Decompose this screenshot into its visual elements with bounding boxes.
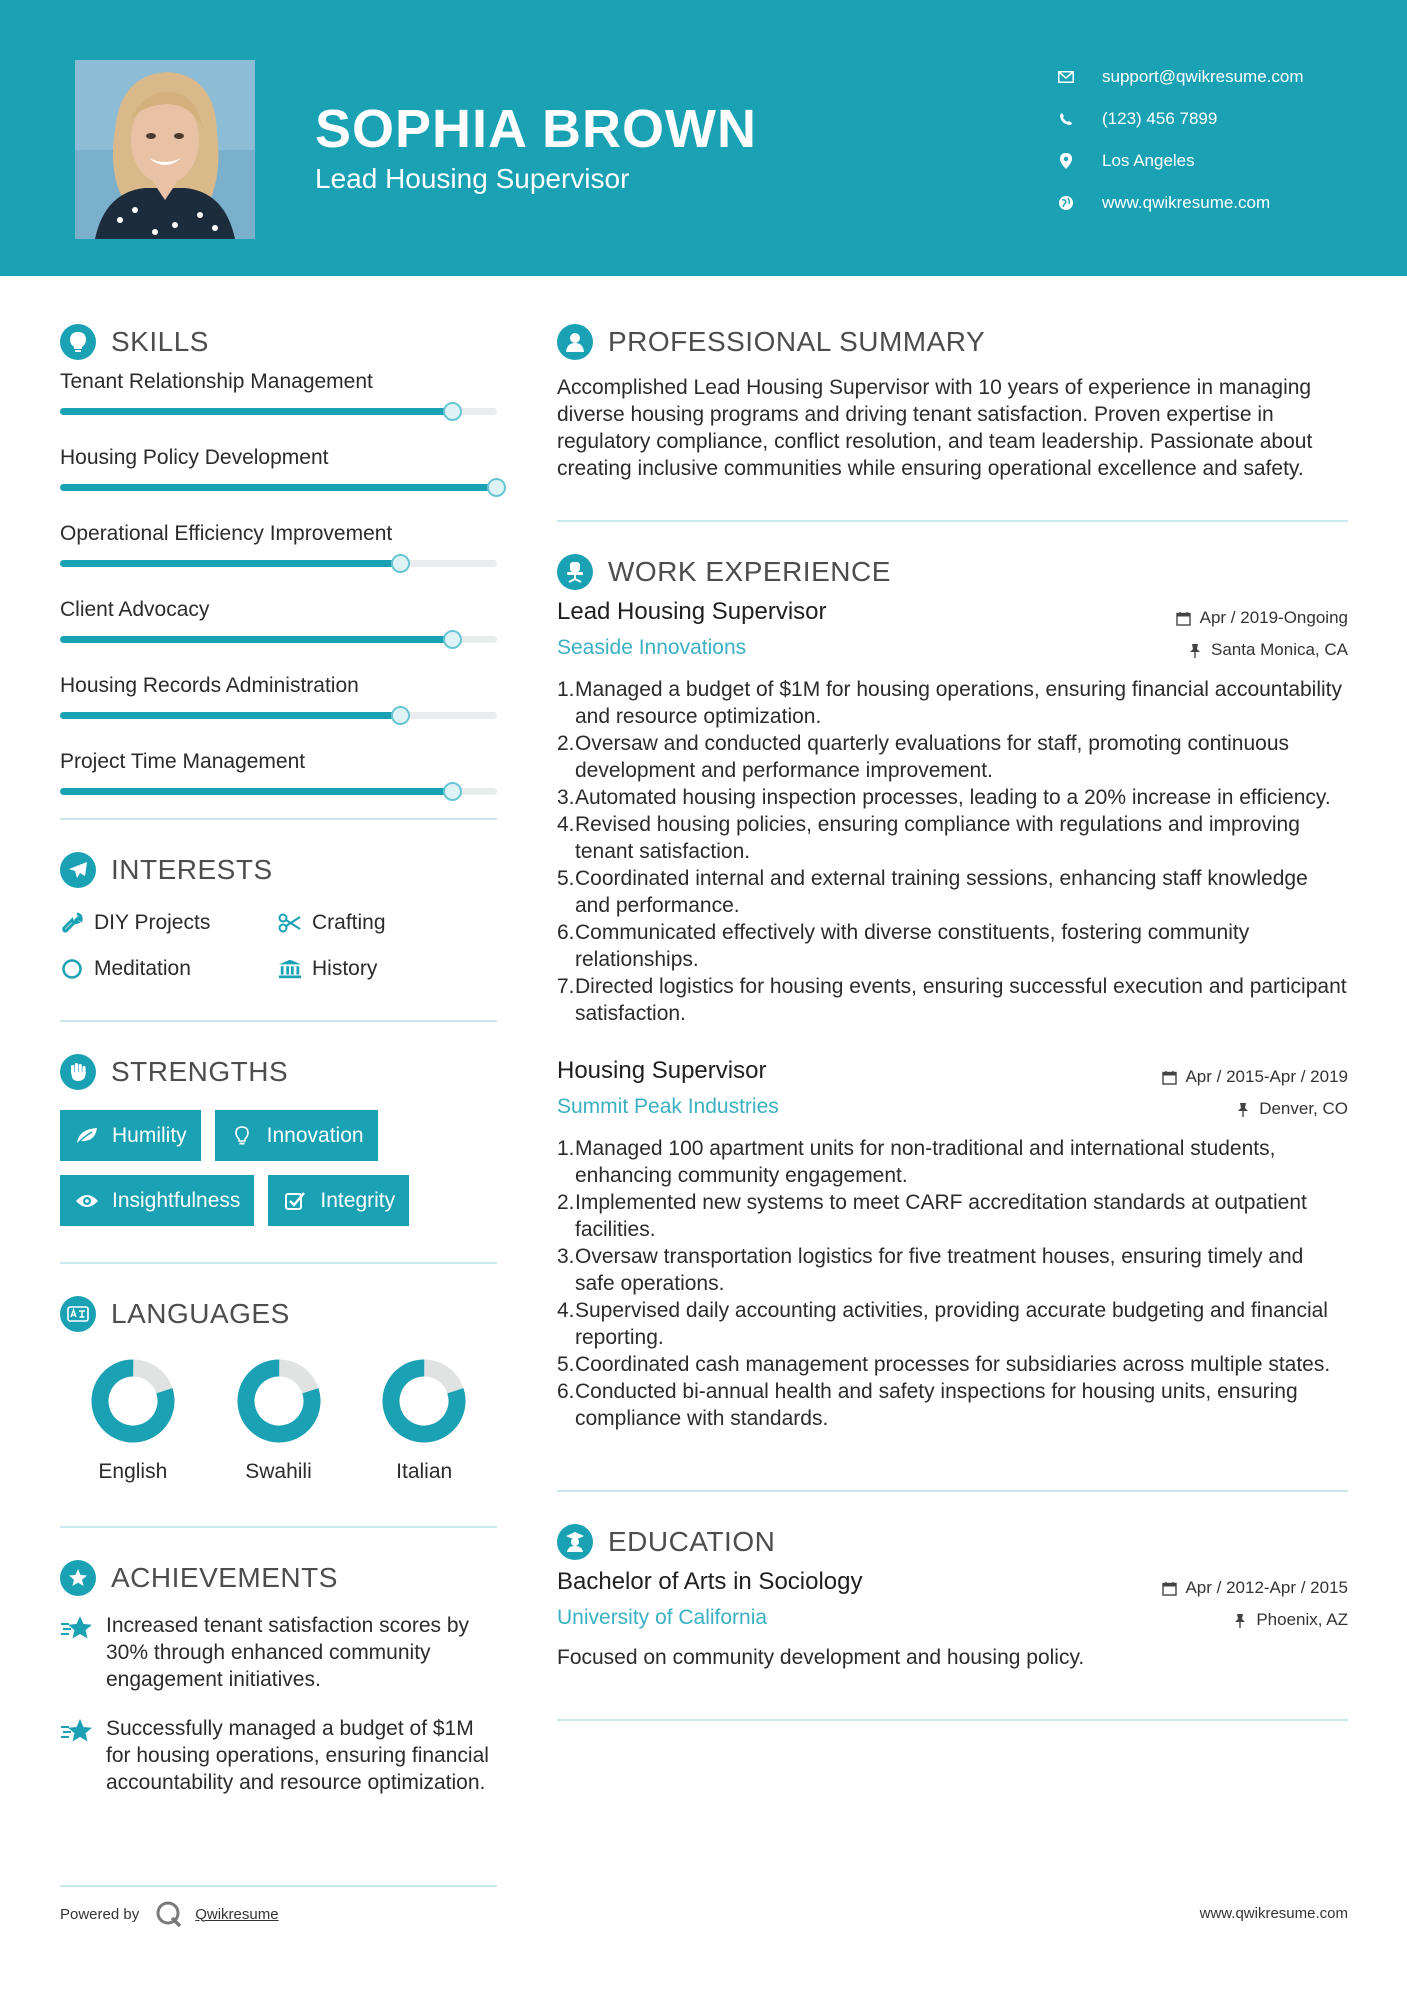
language-donut — [90, 1358, 176, 1444]
languages-heading-row — [60, 1294, 497, 1334]
interest-label: Meditation — [94, 957, 191, 980]
skill-item — [60, 748, 497, 824]
skill-item — [60, 368, 497, 444]
job-location-row — [1176, 634, 1348, 666]
skill-bar — [60, 788, 497, 795]
strengths-heading-row — [60, 1052, 497, 1092]
check-square-icon — [282, 1190, 308, 1212]
contact-website-text: www.qwikresume.com — [1102, 193, 1271, 212]
interests-section — [60, 820, 497, 984]
job-bullet: 7. Directed logistics for housing events, ensuring successful execution and participant satisfaction. — [557, 975, 1347, 1025]
lightbulb-icon — [60, 324, 96, 360]
job-bullet: 6. Communicated effectively with diverse constituents, fostering community relationships. — [557, 921, 1250, 971]
skill-bar — [60, 712, 497, 719]
user-icon — [557, 324, 593, 360]
contact-email[interactable] — [1055, 56, 1304, 98]
left-column — [60, 276, 497, 1796]
calendar-icon — [1161, 1580, 1177, 1596]
footer-divider — [60, 1885, 497, 1887]
experience-heading: WORK EXPERIENCE — [608, 556, 891, 587]
eye-icon — [74, 1190, 100, 1212]
contact-phone-text: (123) 456 7899 — [1102, 109, 1218, 128]
strength-tag — [268, 1175, 409, 1226]
job-title: Lead Housing Supervisor — [557, 598, 827, 625]
powered-by-label: Powered by — [60, 1905, 140, 1923]
language-icon — [60, 1296, 96, 1332]
paper-plane-icon — [60, 852, 96, 888]
skill-item — [60, 596, 497, 672]
right-column — [557, 276, 1348, 1721]
job-dates-row — [1161, 1061, 1348, 1093]
contact-list — [1055, 56, 1304, 224]
job-meta — [1161, 1061, 1348, 1125]
job-bullet: 5. Coordinated cash management processes for subsidiaries across multiple states. — [557, 1353, 1331, 1376]
resume-header — [0, 0, 1407, 276]
contact-email-text: support@qwikresume.com — [1102, 67, 1304, 86]
achievements-section — [60, 1528, 497, 1796]
skill-bar — [60, 636, 497, 643]
job-bullet: 1. Managed a budget of $1M for housing operations, ensuring financial accountability and resource optimization. — [557, 678, 1343, 728]
achievement-item — [60, 1715, 497, 1796]
achievements-heading-row — [60, 1558, 497, 1598]
contact-phone[interactable] — [1055, 98, 1304, 140]
job-location-row — [1161, 1093, 1348, 1125]
achievement-text: Increased tenant satisfaction scores by 30% through enhanced community engagement initiatives. — [106, 1614, 470, 1691]
pushpin-icon — [1235, 1101, 1251, 1117]
job-title: Housing Supervisor — [557, 1057, 767, 1084]
skill-bar-fill — [60, 788, 453, 795]
skill-bar-fill — [60, 484, 497, 491]
skill-bar-fill — [60, 712, 401, 719]
strengths-list — [60, 1110, 497, 1226]
job-entry — [557, 1057, 1348, 1432]
calendar-icon — [1161, 1069, 1177, 1085]
education-meta — [1161, 1572, 1348, 1636]
degree-title: Bachelor of Arts in Sociology — [557, 1568, 863, 1595]
languages-heading: LANGUAGES — [111, 1298, 290, 1329]
job-bullet: 6. Conducted bi-annual health and safety inspections for housing units, ensuring compliance with standards. — [557, 1380, 1298, 1430]
achievements-list — [60, 1612, 497, 1796]
candidate-title: Lead Housing Supervisor — [315, 163, 630, 194]
job-bullet: 3. Oversaw transportation logistics for five treatment houses, ensuring timely and safe operations. — [557, 1245, 1304, 1295]
star-icon — [60, 1717, 94, 1747]
job-bullets — [557, 676, 1348, 1027]
achievements-heading: ACHIEVEMENTS — [111, 1562, 338, 1593]
strength-tag — [215, 1110, 378, 1161]
language-name: English — [98, 1460, 168, 1483]
language-donut — [236, 1358, 322, 1444]
interest-label: DIY Projects — [94, 911, 211, 934]
education-section — [557, 1492, 1348, 1671]
interest-item — [60, 954, 278, 984]
education-location: Phoenix, AZ — [1256, 1610, 1348, 1629]
globe-icon — [1055, 192, 1077, 214]
skill-bar-fill — [60, 408, 453, 415]
interest-item — [60, 908, 278, 938]
strengths-section — [60, 1022, 497, 1226]
job-bullet: 5. Coordinated internal and external training sessions, enhancing staff knowledge and performance. — [557, 867, 1308, 917]
calendar-icon — [1176, 610, 1192, 626]
education-location-row — [1161, 1604, 1348, 1636]
skill-bar-fill — [60, 560, 401, 567]
education-description: Focused on community development and housing policy. — [557, 1646, 1085, 1669]
job-entry — [557, 598, 1348, 1027]
skill-bar — [60, 484, 497, 491]
skills-heading: SKILLS — [111, 326, 209, 357]
skill-bar-knob — [443, 782, 462, 801]
education-dates-row — [1161, 1572, 1348, 1604]
skill-bar-knob — [443, 402, 462, 421]
job-company: Seaside Innovations — [557, 636, 747, 659]
job-bullet: 2. Oversaw and conducted quarterly evaluations for staff, promoting continuous development and performance improvement. — [557, 732, 1290, 782]
scissors-icon — [278, 911, 302, 935]
contact-location-text: Los Angeles — [1102, 151, 1195, 170]
achievement-item — [60, 1612, 497, 1693]
skill-bar — [60, 560, 497, 567]
skill-item — [60, 520, 497, 596]
strength-label: Integrity — [320, 1188, 396, 1212]
strength-tag — [60, 1175, 254, 1226]
languages-list — [60, 1358, 497, 1484]
job-bullet: 1. Managed 100 apartment units for non-traditional and international students, enhancing community engagement. — [557, 1137, 1276, 1187]
contact-website[interactable] — [1055, 182, 1304, 224]
pushpin-icon — [1232, 1612, 1248, 1628]
skill-bar-knob — [443, 630, 462, 649]
skill-name: Tenant Relationship Management — [60, 370, 373, 393]
skill-item — [60, 672, 497, 748]
star-icon — [60, 1614, 94, 1644]
strength-tag — [60, 1110, 201, 1161]
summary-heading: PROFESSIONAL SUMMARY — [608, 326, 986, 357]
interests-heading: INTERESTS — [111, 854, 273, 885]
job-bullet: 4. Revised housing policies, ensuring compliance with regulations and improving tenant satisfaction. — [557, 813, 1300, 863]
education-heading: EDUCATION — [608, 1526, 776, 1557]
wrench-icon — [60, 911, 84, 935]
skill-name: Client Advocacy — [60, 598, 210, 621]
bank-icon — [278, 957, 302, 981]
strength-label: Insightfulness — [112, 1188, 241, 1212]
profile-photo — [75, 60, 255, 239]
job-company: Summit Peak Industries — [557, 1095, 779, 1118]
job-location: Santa Monica, CA — [1210, 640, 1348, 659]
summary-heading-row — [557, 322, 1348, 362]
fist-icon — [60, 1054, 96, 1090]
interest-label: Crafting — [312, 911, 386, 934]
phone-icon — [1055, 108, 1077, 130]
lightbulb-icon — [229, 1125, 255, 1147]
skill-name: Housing Records Administration — [60, 674, 359, 697]
skill-name: Housing Policy Development — [60, 446, 329, 469]
circle-icon — [60, 957, 84, 981]
envelope-icon — [1055, 66, 1077, 88]
language-item — [60, 1358, 206, 1484]
job-meta — [1176, 602, 1348, 666]
office-chair-icon — [557, 554, 593, 590]
summary-text: Accomplished Lead Housing Supervisor with 10 years of experience in managing diverse housing programs and driving tenant satisfaction. Proven expertise in regulatory compliance, conflict resolution, and team leadership. Passionate about creating inclusive communities while ensuring operational excellence and safety. — [557, 376, 1313, 480]
job-location: Denver, CO — [1259, 1099, 1348, 1118]
skill-bar-fill — [60, 636, 453, 643]
skills-heading-row — [60, 322, 497, 362]
interests-list — [60, 908, 497, 984]
job-dates: Apr / 2015-Apr / 2019 — [1185, 1067, 1348, 1086]
star-badge-icon — [60, 1560, 96, 1596]
section-divider — [557, 1719, 1348, 1721]
achievement-text: Successfully managed a budget of $1M for housing operations, ensuring financial accountability and resource optimization. — [106, 1717, 489, 1794]
skill-bar-knob — [391, 554, 410, 573]
qwikresume-logo-icon — [155, 1900, 183, 1928]
interest-item — [278, 908, 497, 938]
experience-heading-row — [557, 552, 1348, 592]
pushpin-icon — [1187, 642, 1203, 658]
job-bullet: 3. Automated housing inspection processes, leading to a 20% increase in efficiency. — [557, 786, 1331, 809]
contact-location — [1055, 140, 1304, 182]
interest-label: History — [312, 957, 378, 980]
graduate-icon — [557, 1524, 593, 1560]
experience-section — [557, 522, 1348, 1432]
job-bullet: 4. Supervised daily accounting activities, providing accurate budgeting and financial reporting. — [557, 1299, 1328, 1349]
skill-item — [60, 444, 497, 520]
language-item — [351, 1358, 497, 1484]
strength-label: Innovation — [266, 1123, 364, 1147]
school-name: University of California — [557, 1606, 768, 1629]
education-heading-row — [557, 1522, 1348, 1562]
footer-url[interactable]: www.qwikresume.com — [1199, 1905, 1348, 1922]
job-dates-row — [1176, 602, 1348, 634]
language-donut — [381, 1358, 467, 1444]
languages-section — [60, 1264, 497, 1484]
language-name: Italian — [396, 1460, 453, 1483]
skill-bar — [60, 408, 497, 415]
skill-name: Operational Efficiency Improvement — [60, 522, 393, 545]
education-entry — [557, 1568, 1348, 1671]
qwikresume-link[interactable]: Qwikresume — [195, 1905, 279, 1923]
job-bullets — [557, 1135, 1348, 1432]
map-pin-icon — [1055, 150, 1077, 172]
interests-heading-row — [60, 850, 497, 890]
summary-section — [557, 276, 1348, 482]
education-dates: Apr / 2012-Apr / 2015 — [1185, 1578, 1348, 1597]
strengths-heading: STRENGTHS — [111, 1056, 289, 1087]
powered-by — [60, 1900, 279, 1928]
candidate-name: SOPHIA BROWN — [315, 99, 757, 159]
job-bullet: 2. Implemented new systems to meet CARF accreditation standards at outpatient facilities. — [557, 1191, 1307, 1241]
language-name: Swahili — [245, 1460, 312, 1483]
leaf-icon — [74, 1125, 100, 1147]
job-dates: Apr / 2019-Ongoing — [1199, 608, 1348, 627]
skill-bar-knob — [487, 478, 506, 497]
skill-bar-knob — [391, 706, 410, 725]
language-item — [206, 1358, 352, 1484]
interest-item — [278, 954, 497, 984]
skill-name: Project Time Management — [60, 750, 306, 773]
strength-label: Humility — [112, 1123, 187, 1147]
skills-section — [60, 276, 497, 824]
